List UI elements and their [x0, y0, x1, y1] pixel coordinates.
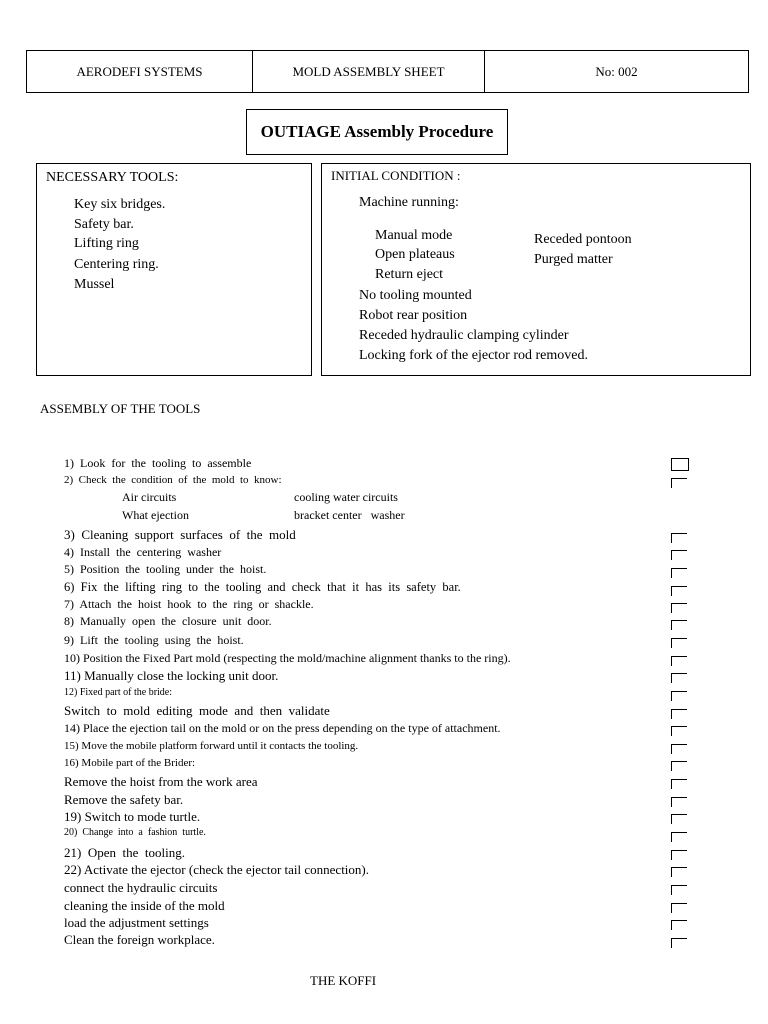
step-item: 16) Mobile part of the Brider:	[64, 757, 196, 769]
step-checkbox[interactable]	[671, 726, 687, 736]
step-item: 4) Install the centering washer	[64, 545, 222, 559]
step-item: Switch to mold editing mode and then validate	[64, 703, 330, 718]
step-item: 22) Activate the ejector (check the ejector tail connection).	[64, 862, 369, 877]
step-item: cleaning the inside of the mold	[64, 898, 225, 913]
condition-item: Robot rear position	[359, 308, 468, 323]
step-item: 14) Place the ejection tail on the mold or on the press depending on the type of attachment.	[64, 721, 501, 735]
step-item: 7) Attach the hoist hook to the ring or shackle.	[64, 597, 314, 611]
condition-subitem: Manual mode	[375, 228, 453, 243]
step-checkbox[interactable]	[671, 656, 687, 666]
step-item: 11) Manually close the locking unit door.	[64, 668, 279, 683]
procedure-title: OUTIAGE Assembly Procedure	[246, 109, 508, 155]
tool-item: Centering ring.	[74, 257, 159, 272]
step-item: 5) Position the tooling under the hoist.	[64, 562, 267, 576]
tool-item: Key six bridges.	[74, 197, 166, 212]
initial-heading: INITIAL CONDITION :	[331, 168, 461, 183]
step-item: Remove the safety bar.	[64, 792, 184, 807]
footer-author: THE KOFFI	[310, 973, 377, 988]
tool-item: Mussel	[74, 277, 115, 292]
step-checkbox[interactable]	[671, 850, 687, 860]
step-checkbox[interactable]	[671, 709, 687, 719]
step-checkbox[interactable]	[671, 797, 687, 807]
condition-subitem: Return eject	[375, 267, 444, 282]
condition-item: Locking fork of the ejector rod removed.	[359, 348, 588, 363]
step-item: 8) Manually open the closure unit door.	[64, 614, 272, 628]
step-checkbox[interactable]	[671, 568, 687, 578]
step-checkbox[interactable]	[671, 603, 687, 613]
step-item: 20) Change into a fashion turtle.	[64, 827, 206, 838]
step-checkbox[interactable]	[671, 691, 687, 701]
step-item: 6) Fix the lifting ring to the tooling and check that it has its safety bar.	[64, 580, 461, 594]
step-checkbox[interactable]	[671, 779, 687, 789]
step-checkbox[interactable]	[671, 638, 687, 648]
condition-subitem: Purged matter	[534, 252, 613, 267]
step-item: 12) Fixed part of the bride:	[64, 687, 173, 698]
step-item: 10) Position the Fixed Part mold (respecting the mold/machine alignment thanks to the ring).	[64, 651, 511, 665]
condition-subitem: Receded pontoon	[534, 232, 632, 247]
step-2-subitem: What ejection	[122, 508, 189, 522]
step-item: Remove the hoist from the work area	[64, 774, 258, 789]
sheet-title: MOLD ASSEMBLY SHEET	[253, 51, 485, 92]
step-item: 15) Move the mobile platform forward until it contacts the tooling.	[64, 740, 359, 752]
tool-item: Safety bar.	[74, 217, 134, 232]
condition-item: No tooling mounted	[359, 288, 472, 303]
company-name: AERODEFI SYSTEMS	[27, 51, 253, 92]
step-2: 2) Check the condition of the mold to know:	[64, 474, 282, 486]
step-2-subitem-right: cooling water circuits	[294, 490, 398, 504]
step-item: Clean the foreign workplace.	[64, 932, 215, 947]
step-checkbox[interactable]	[671, 620, 687, 630]
step-item: 3) Cleaning support surfaces of the mold	[64, 527, 296, 542]
step-checkbox[interactable]	[671, 478, 687, 488]
step-checkbox[interactable]	[671, 832, 687, 842]
step-checkbox[interactable]	[671, 673, 687, 683]
step-checkbox[interactable]	[671, 550, 687, 560]
step-checkbox[interactable]	[671, 533, 687, 543]
step-checkbox[interactable]	[671, 814, 687, 824]
step-item: 9) Lift the tooling using the hoist.	[64, 633, 244, 647]
step-item: 19) Switch to mode turtle.	[64, 809, 201, 824]
step-checkbox[interactable]	[671, 867, 687, 877]
sheet-number: No: 002	[595, 63, 638, 79]
tools-heading: NECESSARY TOOLS:	[46, 170, 179, 185]
condition-subitem: Open plateaus	[375, 247, 455, 262]
condition-item: Receded hydraulic clamping cylinder	[359, 328, 569, 343]
step-checkbox[interactable]	[671, 586, 687, 596]
tool-item: Lifting ring	[74, 236, 139, 251]
step-checkbox[interactable]	[671, 938, 687, 948]
step-checkbox[interactable]	[671, 885, 687, 895]
step-item: connect the hydraulic circuits	[64, 880, 218, 895]
condition-item: Machine running:	[359, 195, 459, 210]
header-table	[26, 50, 749, 93]
step-item: 21) Open the tooling.	[64, 845, 185, 860]
step-checkbox[interactable]	[671, 744, 687, 754]
assembly-heading: ASSEMBLY OF THE TOOLS	[40, 401, 201, 416]
step-1: 1) Look for the tooling to assemble	[64, 456, 252, 470]
step-item: load the adjustment settings	[64, 915, 209, 930]
step-checkbox[interactable]	[671, 761, 687, 771]
step-checkbox[interactable]	[671, 458, 689, 471]
step-checkbox[interactable]	[671, 920, 687, 930]
step-2-subitem: Air circuits	[122, 490, 177, 504]
step-2-subitem-right: bracket center washer	[294, 508, 405, 522]
step-checkbox[interactable]	[671, 903, 687, 913]
